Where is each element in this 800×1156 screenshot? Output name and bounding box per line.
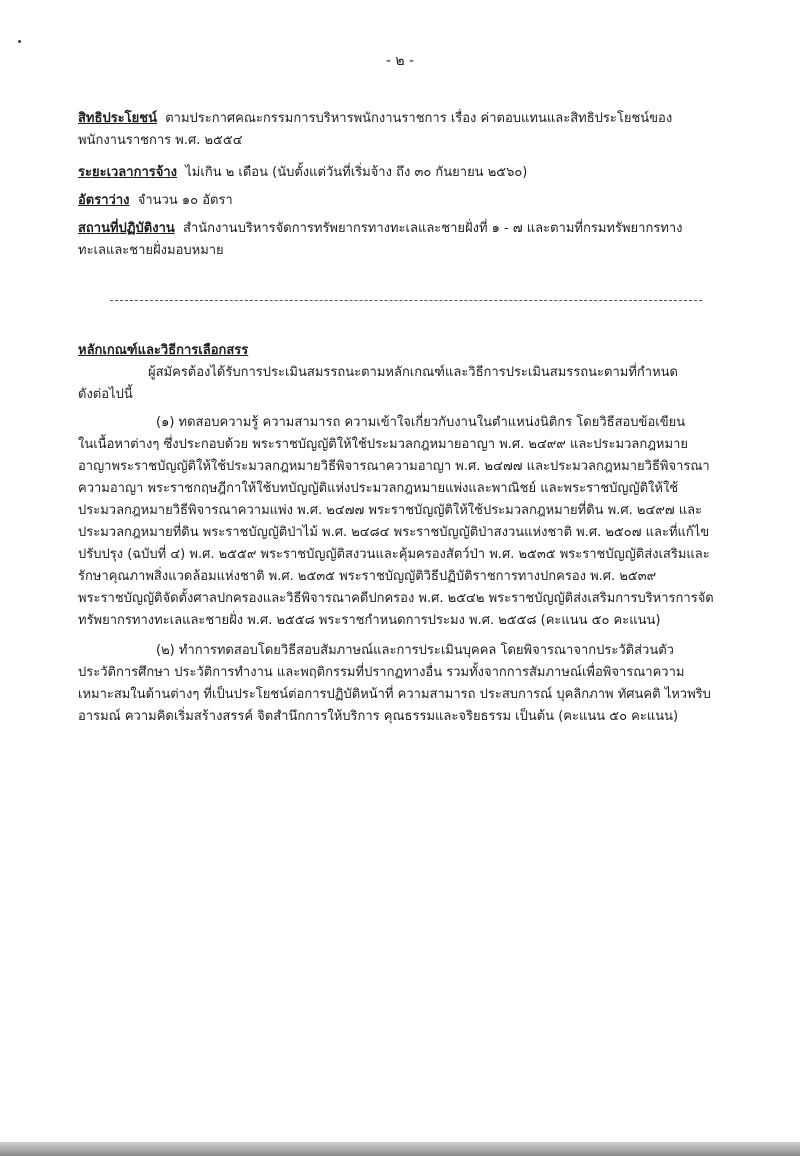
- location-line: [78, 218, 738, 240]
- section-heading: หลักเกณฑ์และวิธีการเลือกสรร: [78, 343, 249, 358]
- item1-line: ทรัพยากรทางทะเลและชายฝั่ง พ.ศ. ๒๕๕๘ พระราชกำหนดการประมง พ.ศ. ๒๕๕๘ (คะแนน ๕๐ คะแนน): [78, 613, 661, 628]
- benefit-label: สิทธิประโยชน์: [78, 111, 157, 126]
- vacancy-line: [78, 190, 738, 212]
- selection-criteria: [78, 340, 738, 728]
- item1-line: พระราชบัญญัติจัดตั้งศาลปกครองและวิธีพิจารณาคดีปกครอง พ.ศ. ๒๕๔๒ พระราชบัญญัติส่งเสริมการบริหารการจัด: [78, 591, 714, 606]
- item1-line: ในเนื้อหาต่างๆ ซึ่งประกอบด้วย พระราชบัญญัติให้ใช้ประมวลกฎหมายอาญา พ.ศ. ๒๔๙๙ และประมวลกฎหมาย: [78, 437, 688, 452]
- benefit-line: [78, 108, 738, 130]
- period-label: ระยะเวลาการจ้าง: [78, 165, 177, 180]
- item1-line: รักษาคุณภาพสิ่งแวดล้อมแห่งชาติ พ.ศ. ๒๕๓๕ พระราชบัญญัติวิธีปฏิบัติราชการทางปกครอง พ.ศ. ๒๕๓๙: [78, 569, 657, 584]
- period-text: ไม่เกิน ๒ เดือน (นับตั้งแต่วันที่เริ่มจ้าง ถึง ๓๐ กันยายน ๒๕๖๐): [185, 165, 528, 180]
- period-line: [78, 162, 738, 184]
- scan-dot: [18, 40, 21, 43]
- location-label: สถานที่ปฏิบัติงาน: [78, 221, 175, 236]
- intro-line: ดังต่อไปนี้: [78, 387, 133, 402]
- vacancy-text: จำนวน ๑๐ อัตรา: [137, 193, 233, 208]
- dashed-divider: [110, 300, 702, 301]
- intro-line: ผู้สมัครต้องได้รับการประเมินสมรรถนะตามหลักเกณฑ์และวิธีการประเมินสมรรถนะตามที่กำหนด: [148, 365, 678, 380]
- item2-line: (๒) ทำการทดสอบโดยวิธีสอบสัมภาษณ์และการประเมินบุคคล โดยพิจารณาจากประวัติส่วนตัว: [156, 643, 674, 658]
- benefit-text: ตามประกาศคณะกรรมการบริหารพนักงานราชการ เรื่อง ค่าตอบแทนและสิทธิประโยชน์ของ: [165, 111, 673, 126]
- item2-line: เหมาะสมในด้านต่างๆ ที่เป็นประโยชน์ต่อการปฏิบัติหน้าที่ ความสามารถ ประสบการณ์ บุคลิกภาพ ทัศนคติ ไหวพริบ: [78, 687, 711, 702]
- item2-line: ประวัติการศึกษา ประวัติการทำงาน และพฤติกรรมที่ปรากฏทางอื่น รวมทั้งจากการสัมภาษณ์เพื่อพิจารณาความ: [78, 665, 685, 680]
- item1-line: ประมวลกฎหมายวิธีพิจารณาความแพ่ง พ.ศ. ๒๔๗๗ พระราชบัญญัติให้ใช้ประมวลกฎหมายที่ดิน พ.ศ. ๒๔๙๗ และ: [78, 503, 703, 518]
- item1-line: (๑) ทดสอบความรู้ ความสามารถ ความเข้าใจเกี่ยวกับงานในตำแหน่งนิติกร โดยวิธีสอบข้อเขียน: [156, 415, 686, 430]
- job-details: [78, 108, 738, 262]
- benefit-line-2: พนักงานราชการ พ.ศ. ๒๕๕๔: [78, 133, 243, 148]
- page-number: - ๒ -: [385, 53, 415, 69]
- location-text: สำนักงานบริหารจัดการทรัพยากรทางทะเลและชายฝั่งที่ ๑ - ๗ และตามที่กรมทรัพยากรทาง: [183, 221, 683, 236]
- item1-line: อาญาพระราชบัญญัติให้ใช้ประมวลกฎหมายวิธีพิจารณาความอาญา พ.ศ. ๒๔๗๗ และประมวลกฎหมายวิธีพิจารณา: [78, 459, 710, 474]
- item1-line: ประมวลกฎหมายที่ดิน พระราชบัญญัติป่าไม้ พ.ศ. ๒๔๘๔ พระราชบัญญัติป่าสงวนแห่งชาติ พ.ศ. ๒๕๐๗ และที่แก้ไข: [78, 525, 710, 540]
- item2-line: อารมณ์ ความคิดเริ่มสร้างสรรค์ จิตสำนึกการให้บริการ คุณธรรมและจริยธรรม เป็นต้น (คะแนน ๕๐ คะแนน): [78, 709, 679, 724]
- item1-line: ปรับปรุง (ฉบับที่ ๔) พ.ศ. ๒๕๕๙ พระราชบัญญัติสงวนและคุ้มครองสัตว์ป่า พ.ศ. ๒๕๓๕ พระราชบัญญัติส่งเสริมและ: [78, 547, 710, 562]
- item1-line: ความอาญา พระราชกฤษฎีกาให้ใช้บทบัญญัติแห่งประมวลกฎหมายแพ่งและพาณิชย์ และพระราชบัญญัติให้ใช้: [78, 481, 679, 496]
- scan-edge: [0, 1142, 800, 1156]
- location-line-2: ทะเลและชายฝั่งมอบหมาย: [78, 243, 224, 258]
- vacancy-label: อัตราว่าง: [78, 193, 130, 208]
